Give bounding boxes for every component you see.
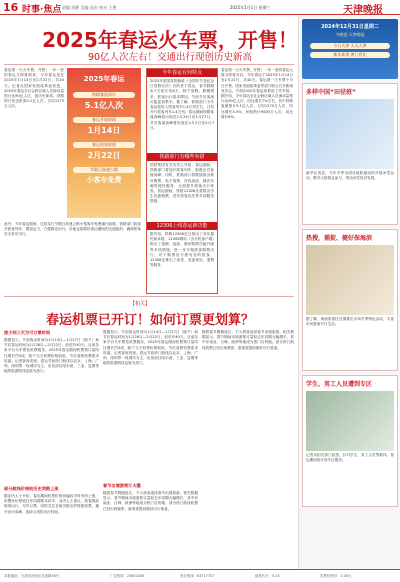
article-text: 数据显示，节前客运时间为1月14日—1月27日（除夕）和节后春运时间为1月28日—2月22日，前后有40天。目前各家平台火车票及机票服务，2025年春运期间机票预订量同比增长约3成，除夕当天机票价格较低，节后返程机票需求旺盛。记者查询发现，春运节前热门航线以北京、上海、广州、深圳等一线城市为主，出发前往哈尔滨、三亚、昆明等地的旅游航线也较为热门。 xyxy=(103,330,198,366)
banner-title: 2024年12月31日星期二 xyxy=(321,24,379,30)
poster-stat-value: 1月14日 xyxy=(87,126,121,135)
footer-ad-line: 广告热线：23602000 xyxy=(110,574,145,578)
page-footer xyxy=(0,569,400,582)
card-photo xyxy=(306,245,394,315)
masthead-logo: 天津晚报 xyxy=(343,5,383,16)
section-editors: 责编 周静 美编 邱东 校对 王艳 xyxy=(62,5,117,10)
footer-address: 本报地址：天津市河西区友谊路46号 xyxy=(4,574,60,578)
lead-subheadline: 90亿人次左右！交通出行现创历史新高 xyxy=(87,52,253,63)
divider xyxy=(4,64,294,65)
poster-stat-value: 小客车免费 xyxy=(86,176,122,184)
footer-dist-line: 发行热线：83717707 xyxy=(180,574,215,578)
article-text: 随着春节假期延长，不少游客选择春节出境旅游。相关数据显示，春节期间出境游预订量较去年同期大幅增长，其中东南亚、日韩、欧洲等地成为热门目的地。部分热门航线机票已经出现紧张，游客需提前做好出行准备。 xyxy=(103,491,198,511)
box-heading: 今年春运有何特点 xyxy=(147,69,217,77)
lead-body-text: 春运第一天火车票，开售！一年一度的春运大幕又即将开启。今年春运于2025年1月14日至2月22日，共40天。春运第一天车票于今日开售。国家发展改革委等部门联合召开新闻发布会，介绍2025年春运形势及工作安排。据介绍，今年春运全社会跨区域人员流动量预计达90亿人次，同比增长7%左右，其中铁路客流预计5.1亿人次，日均1275万人次，同比增长5.5%；民航预计9000万人次，同比增长6%。 xyxy=(221,68,293,119)
banner-pill: 新年新景 津门有礼 xyxy=(310,52,390,58)
box-heading: 12306上线春运新功能 xyxy=(147,222,217,230)
card-title: 学生、男工人员遭到专区 xyxy=(306,381,373,388)
article-column xyxy=(4,330,99,564)
article-column xyxy=(103,330,198,561)
box-text: 国铁集团有关负责人介绍，春运期间，铁路部门将加开旅客列车，积极应对客流高峰。同时，铁路部门将继续推出候补购票、电子客票、在线选座、静音车厢等便民服务，全面提升旅客出行体验。春运期间，铁路12306还将推出学生优惠购票、老年旅客优先等多项服务措施。 xyxy=(150,163,214,204)
footer-code: 邮发代号：5-15 xyxy=(255,574,280,578)
section-number: 16 xyxy=(3,1,19,14)
card-title: 多样中国“田径班” xyxy=(306,89,356,96)
article-text: 据业内人士介绍，春运期间机票价格普遍较平时有所上涨，但整体价格较往年同期基本持平。业内人士建议，旅客提前规划出行，尽早订票，同时关注各航司推出的特惠机票，避开出行高峰，选择合适的出行时间。 xyxy=(4,494,99,514)
card-text: 新华社消息，今年冬季全国各地积极组织开展冰雪运动，吸引大批群众参与，带动冰雪经济发展。 xyxy=(306,171,394,181)
banner-subtitle: 今晚报·天津晚报 xyxy=(335,32,365,37)
sidebar-banner xyxy=(302,19,398,79)
article-subhead: 部分航线价格较历史同期上涨 xyxy=(4,486,59,491)
sidebar-card[interactable] xyxy=(302,83,398,225)
poster-stat-label: 春运结束时间 xyxy=(73,142,135,148)
poster-stat-value: 2月22日 xyxy=(87,151,121,160)
related-tag: 【相关】 xyxy=(130,301,151,307)
box-text: 据介绍，铁路12306近日推出了务实便民新举措。12306网站（含手机客户端）推出了选铺、选座、候补购票功能升级等多项措施，进一步方便旅客购票出行。对于购票后行程有变的旅客，12306还推出了改签、变更到站、退票等服务。 xyxy=(150,232,214,268)
poster-stat-value: 5.1亿人次 xyxy=(84,101,124,110)
card-text: 记者从相关部门获悉，针对学生、务工人员等群体，春运期间将开设专区服务。 xyxy=(306,453,394,463)
banner-pill: 今日天津 天天天津 xyxy=(310,43,390,49)
sidebar xyxy=(298,16,400,569)
box-heading: 铁路部门有哪些举措 xyxy=(147,153,217,161)
infographic-poster xyxy=(67,68,141,218)
poster-stat-label: 铁路客流预计 xyxy=(73,92,135,98)
lead-headline: 2025年春运火车票，开售！ xyxy=(42,28,298,52)
poster-title: 2025年春运 xyxy=(83,75,125,83)
sidebar-card[interactable] xyxy=(302,375,398,507)
poster-stat-label: 春运开始时间 xyxy=(73,117,135,123)
poster-stat-label: 节假日高速公路 xyxy=(73,167,135,173)
article-subhead: 旅少到三天为可订票时间 xyxy=(4,330,51,335)
card-text: 据了解，海滨旅游区近期推出多项冬季特色活动，丰富市民游客节日生活。 xyxy=(306,317,394,327)
card-photo xyxy=(306,391,394,451)
divider xyxy=(4,296,294,297)
features-box xyxy=(146,68,218,294)
box-text: 2025年是国务院修改《全国年节及纪念日放假办法》后的首个春运，春节假期由7天延长至8天，除夕放假。假期增多，旅客出行需求增加，节前节后客流可能更加集中。据了解，铁路部门今年春运将投入旅客列车1.4万列左右，日均开行旅客列车1.4万列。春运期间铁路客流高峰将出现在1月24日至1月27日，节后客流高峰将出现在2月2日至2月7日。 xyxy=(150,79,214,130)
article-headline: 春运机票已开订！如何订票更划算？ xyxy=(45,313,254,328)
issue-date: 2025年1月1日 星期三 xyxy=(230,5,271,10)
section-title: 时事·焦点 xyxy=(22,5,62,15)
article-text: 数据显示，节前客运时间为1月14日—1月27日（除夕）和节后春运时间为1月28日—2月22日，前后有40天。目前各家平台火车票及机票服务，2025年春运期间机票预订量同比增长约3成，除夕当天机票价格较低，节后返程机票需求旺盛。记者查询发现，春运节前热门航线以北京、上海、广州、深圳等一线城市为主，出发前往哈尔滨、三亚、昆明等地的旅游航线也较为热门。 xyxy=(4,338,99,374)
card-photo xyxy=(306,99,394,169)
article-subhead: 春节出境游预订火爆 xyxy=(103,483,141,488)
footer-price: 零售价每份：1.00元 xyxy=(320,574,352,578)
article-text: 随着春节假期延长，不少游客选择春节出境旅游。相关数据显示，春节期间出境游预订量较去年同期大幅增长，其中东南亚、日韩、欧洲等地成为热门目的地。部分热门航线机票已经出现紧张，游客需提前做好出行准备。 xyxy=(202,330,294,350)
lead-body-text: 此外，今年春运期间，还将实行节假日高速公路小型客车免费通行政策。铁路部门将加开旅客列车，增加运力，方便群众出行。各地也将做好春运期间的交通组织，确保旅客安全有序出行。 xyxy=(4,222,141,237)
sidebar-card[interactable] xyxy=(302,229,398,371)
card-title: 热搜，捕捉、健好保海滨 xyxy=(306,235,373,242)
lead-intro-text: 春运第一天火车票，开售！一年一度的春运又即将到来，今年春运是在2025年1月14日至2月22日，共40天。记者从国家发展改革委获悉，2025年春运全社会跨区域人员流动量预计达90亿人次，创历史新高。铁路预计发送旅客5.1亿人次，日均1275万人次。 xyxy=(4,68,64,109)
